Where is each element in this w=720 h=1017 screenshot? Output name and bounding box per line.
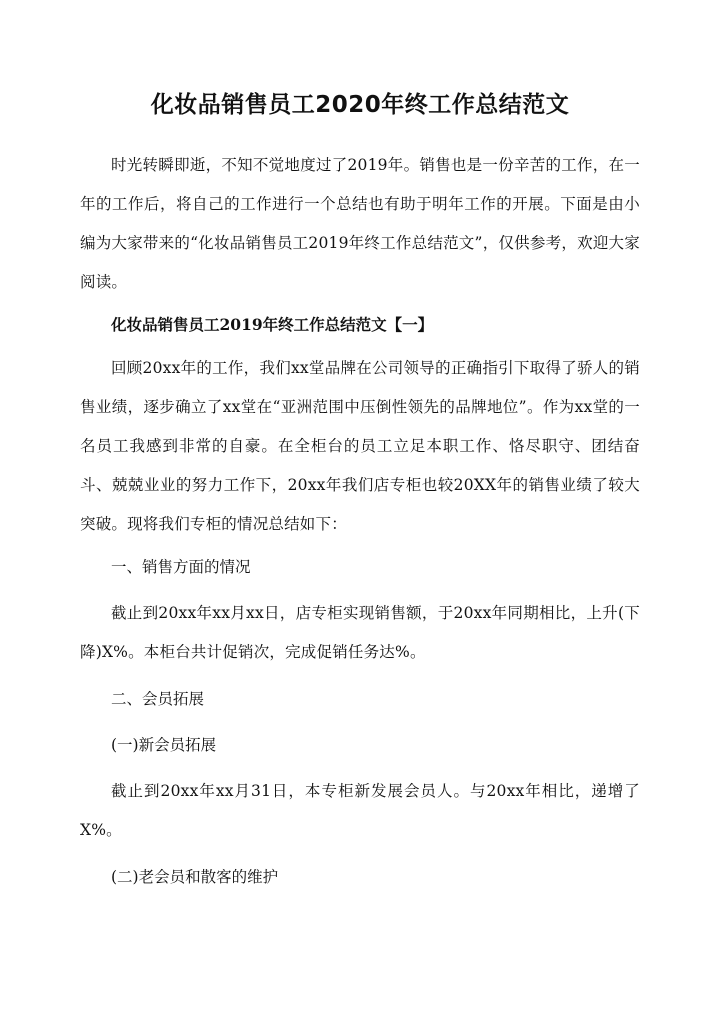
body-paragraph-2: 截止到20xx年xx月xx日，店专柜实现销售额，于20xx年同期相比，上升(下降)X%。本柜台共计促销次，完成促销任务达%。: [80, 604, 640, 661]
section-title: 化妆品销售员工2019年终工作总结范文【一】: [111, 315, 434, 334]
heading-membership: 二、会员拓展: [111, 690, 205, 708]
subheading-new-members: (一)新会员拓展: [111, 736, 217, 754]
body-paragraph-1: 回顾20xx年的工作，我们xx堂品牌在公司领导的正确指引下取得了骄人的销售业绩，逐步确立了xx堂在“亚洲范围中压倒性领先的品牌地位”。作为xx堂的一名员工我感到非常的自豪。在全柜台的员工立足本职工作、恪尽职守、团结奋斗、兢兢业业的努力工作下，20xx年我们店专柜也较20XX年的销售业绩了较大突破。现将我们专柜的情况总结如下：: [80, 359, 640, 533]
intro-paragraph: 时光转瞬即逝，不知不觉地度过了2019年。销售也是一份辛苦的工作，在一年的工作后，将自己的工作进行一个总结也有助于明年工作的开展。下面是由小编为大家带来的“化妆品销售员工2019年终工作总结范文”，仅供参考，欢迎大家阅读。: [80, 156, 640, 291]
subheading-old-members: (二)老会员和散客的维护: [111, 868, 279, 886]
heading-sales: 一、销售方面的情况: [111, 558, 251, 576]
document-title: 化妆品销售员工2020年终工作总结范文: [150, 92, 570, 118]
body-paragraph-3: 截止到20xx年xx月31日，本专柜新发展会员人。与20xx年相比，递增了X%。: [80, 782, 640, 839]
